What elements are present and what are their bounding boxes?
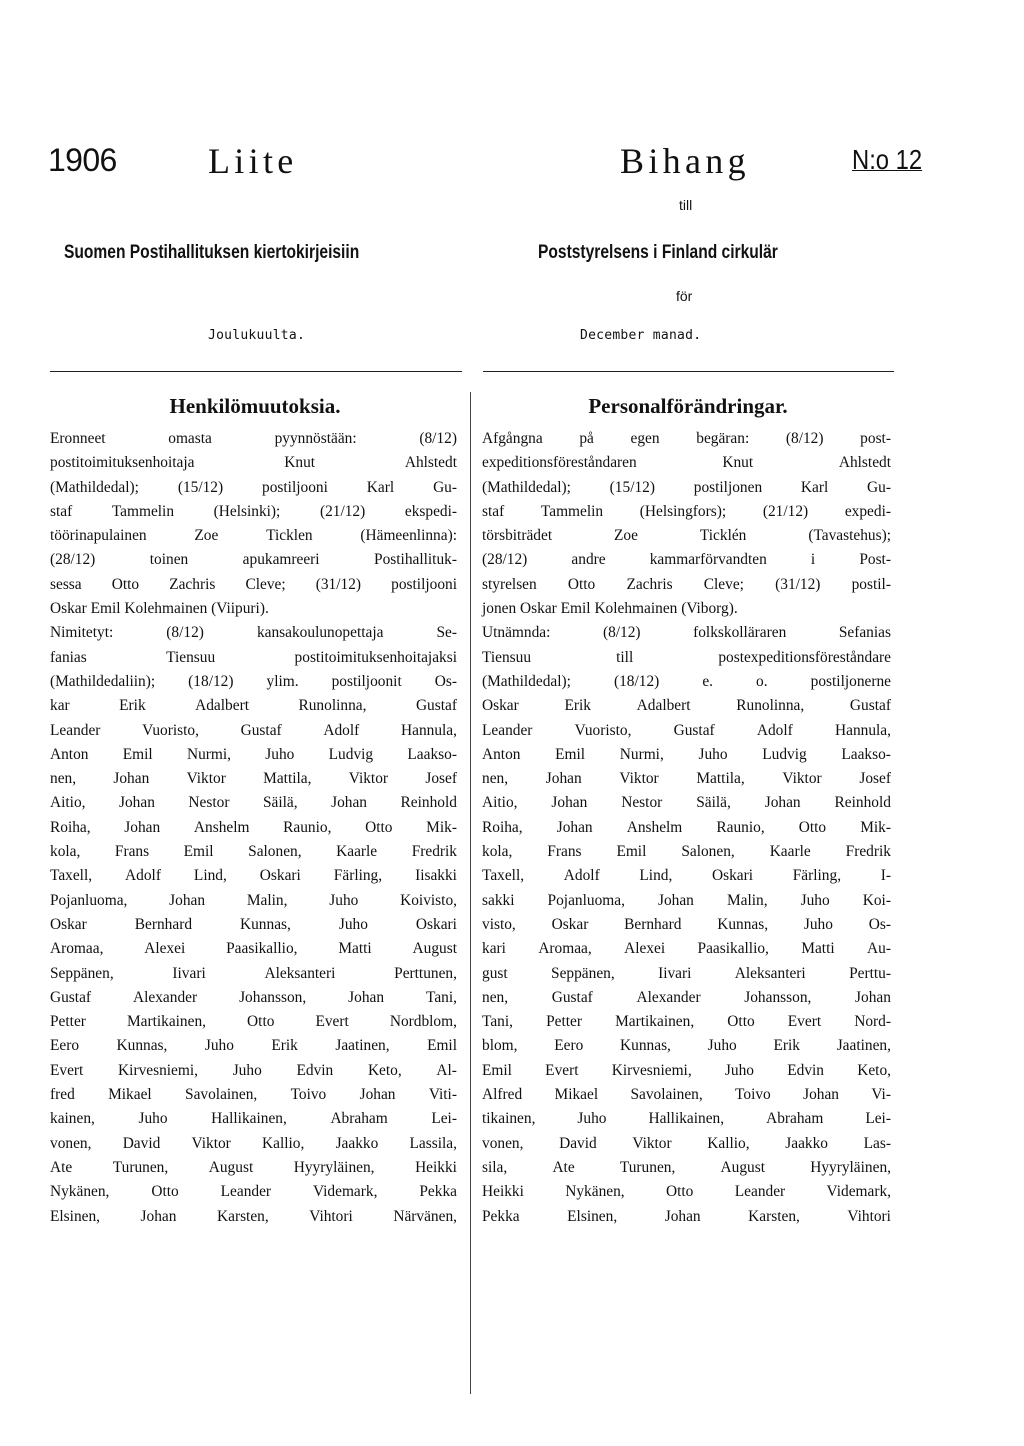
- text-line: Leander Vuoristo, Gustaf Adolf Hannula,: [482, 721, 891, 739]
- text-line: Tani, Petter Martikainen, Otto Evert Nord-: [482, 1013, 891, 1031]
- liite-heading: Liite: [208, 141, 298, 181]
- text-line: vonen, David Viktor Kallio, Jaakko Lassila,: [50, 1134, 457, 1152]
- finnish-month: Joulukuulta.: [208, 328, 306, 343]
- text-line: (28/12) andre kammarförvandten i Post-: [482, 551, 891, 569]
- text-line: Roiha, Johan Anshelm Raunio, Otto Mik-: [482, 818, 891, 836]
- text-line: (Mathildedal); (18/12) e. o. postiljonerne: [482, 672, 891, 690]
- text-line: Oskar Emil Kolehmainen (Viipuri).: [50, 600, 269, 618]
- text-line: (Mathildedaliin); (18/12) ylim. postiljoonit Os-: [50, 672, 457, 690]
- text-line: kari Aromaa, Alexei Paasikallio, Matti Au-: [482, 940, 891, 958]
- text-line: töörinapulainen Zoe Ticklen (Hämeenlinna):: [50, 527, 457, 545]
- text-line: Taxell, Adolf Lind, Oskari Färling, I-: [482, 867, 891, 885]
- header-rule-left: [50, 371, 462, 372]
- text-line: Emil Evert Kirvesniemi, Juho Edvin Keto,: [482, 1061, 891, 1079]
- text-line: Pojanluoma, Johan Malin, Juho Koivisto,: [50, 891, 457, 909]
- column-divider: [470, 392, 471, 1394]
- left-title: Henkilömuutoksia.: [169, 394, 341, 418]
- text-line: (Mathildedal); (15/12) postiljonen Karl Gu-: [482, 478, 891, 496]
- text-line: sakki Pojanluoma, Johan Malin, Juho Koi-: [482, 891, 891, 909]
- text-line: Pekka Elsinen, Johan Karsten, Vihtori: [482, 1207, 891, 1225]
- swedish-subtitle: Poststyrelsens i Finland cirkulär: [538, 242, 778, 263]
- text-line: kola, Frans Emil Salonen, Kaarle Fredrik: [50, 843, 457, 861]
- text-line: Utnämnda: (8/12) folkskolläraren Sefanias: [482, 624, 891, 642]
- text-line: staf Tammelin (Helsinki); (21/12) ekspedi-: [50, 502, 457, 520]
- text-line: (28/12) toinen apukamreeri Postihallituk-: [50, 551, 457, 569]
- text-line: Gustaf Alexander Johansson, Johan Tani,: [50, 988, 457, 1006]
- text-line: Anton Emil Nurmi, Juho Ludvig Laakso-: [482, 745, 891, 763]
- text-line: Anton Emil Nurmi, Juho Ludvig Laakso-: [50, 745, 457, 763]
- text-line: Heikki Nykänen, Otto Leander Videmark,: [482, 1183, 891, 1201]
- text-line: Ate Turunen, August Hyyryläinen, Heikki: [50, 1158, 457, 1176]
- text-line: nen, Gustaf Alexander Johansson, Johan: [482, 988, 891, 1006]
- text-line: blom, Eero Kunnas, Juho Erik Jaatinen,: [482, 1037, 891, 1055]
- text-line: Taxell, Adolf Lind, Oskari Färling, Iisakki: [50, 867, 457, 885]
- text-line: vonen, David Viktor Kallio, Jaakko Las-: [482, 1134, 891, 1152]
- text-line: Petter Martikainen, Otto Evert Nordblom,: [50, 1013, 457, 1031]
- text-line: kar Erik Adalbert Runolinna, Gustaf: [50, 697, 457, 715]
- text-line: Aromaa, Alexei Paasikallio, Matti August: [50, 940, 457, 958]
- finnish-subtitle: Suomen Postihallituksen kiertokirjeisiin: [64, 242, 360, 263]
- text-line: sessa Otto Zachris Cleve; (31/12) postiljooni: [50, 575, 457, 593]
- text-line: nen, Johan Viktor Mattila, Viktor Josef: [482, 770, 891, 788]
- text-line: jonen Oskar Emil Kolehmainen (Viborg).: [482, 600, 738, 618]
- for-label: för: [676, 288, 693, 304]
- text-line: Aitio, Johan Nestor Säilä, Johan Reinhold: [482, 794, 891, 812]
- left-column: [50, 427, 457, 1229]
- text-line: Eero Kunnas, Juho Erik Jaatinen, Emil: [50, 1037, 457, 1055]
- year: 1906: [48, 142, 117, 178]
- text-line: fred Mikael Savolainen, Toivo Johan Viti-: [50, 1086, 457, 1104]
- text-line: Aitio, Johan Nestor Säilä, Johan Reinhold: [50, 794, 457, 812]
- text-line: Leander Vuoristo, Gustaf Adolf Hannula,: [50, 721, 457, 739]
- text-line: sila, Ate Turunen, August Hyyryläinen,: [482, 1158, 891, 1176]
- bihang-heading: Bihang: [620, 141, 750, 181]
- text-line: törsbiträdet Zoe Ticklén (Tavastehus);: [482, 527, 891, 545]
- text-line: (Mathildedal); (15/12) postiljooni Karl Gu-: [50, 478, 457, 496]
- text-line: expeditionsföreståndaren Knut Ahlstedt: [482, 454, 891, 472]
- text-line: styrelsen Otto Zachris Cleve; (31/12) postil-: [482, 575, 891, 593]
- text-line: Nykänen, Otto Leander Videmark, Pekka: [50, 1183, 457, 1201]
- text-line: Evert Kirvesniemi, Juho Edvin Keto, Al-: [50, 1061, 457, 1079]
- right-column: [482, 427, 891, 1229]
- text-line: Afgångna på egen begäran: (8/12) post-: [482, 430, 891, 447]
- issue-number: N:o 12: [852, 144, 923, 175]
- till-label: till: [679, 197, 693, 213]
- swedish-month: December manad.: [580, 328, 702, 343]
- text-line: fanias Tiensuu postitoimituksenhoitajaksi: [50, 648, 457, 666]
- text-line: Nimitetyt: (8/12) kansakoulunopettaja Se-: [50, 624, 457, 642]
- text-line: kainen, Juho Hallikainen, Abraham Lei-: [50, 1110, 457, 1128]
- text-line: Elsinen, Johan Karsten, Vihtori Närvänen,: [50, 1207, 457, 1225]
- text-line: gust Seppänen, Iivari Aleksanteri Perttu-: [482, 964, 891, 982]
- text-line: nen, Johan Viktor Mattila, Viktor Josef: [50, 770, 457, 788]
- text-line: Eronneet omasta pyynnöstään: (8/12): [50, 430, 457, 447]
- text-line: Tiensuu till postexpeditionsföreståndare: [482, 648, 891, 666]
- header-rule-right: [483, 371, 894, 372]
- text-line: postitoimituksenhoitaja Knut Ahlstedt: [50, 454, 457, 472]
- text-line: Alfred Mikael Savolainen, Toivo Johan Vi-: [482, 1086, 891, 1104]
- text-line: staf Tammelin (Helsingfors); (21/12) expedi-: [482, 502, 891, 520]
- text-line: Roiha, Johan Anshelm Raunio, Otto Mik-: [50, 818, 457, 836]
- text-line: kola, Frans Emil Salonen, Kaarle Fredrik: [482, 843, 891, 861]
- text-line: Seppänen, Iivari Aleksanteri Perttunen,: [50, 964, 457, 982]
- text-line: Oskar Erik Adalbert Runolinna, Gustaf: [482, 697, 891, 715]
- text-line: visto, Oskar Bernhard Kunnas, Juho Os-: [482, 915, 891, 933]
- right-title: Personalförändringar.: [588, 394, 788, 418]
- text-line: Oskar Bernhard Kunnas, Juho Oskari: [50, 915, 457, 933]
- text-line: tikainen, Juho Hallikainen, Abraham Lei-: [482, 1110, 891, 1128]
